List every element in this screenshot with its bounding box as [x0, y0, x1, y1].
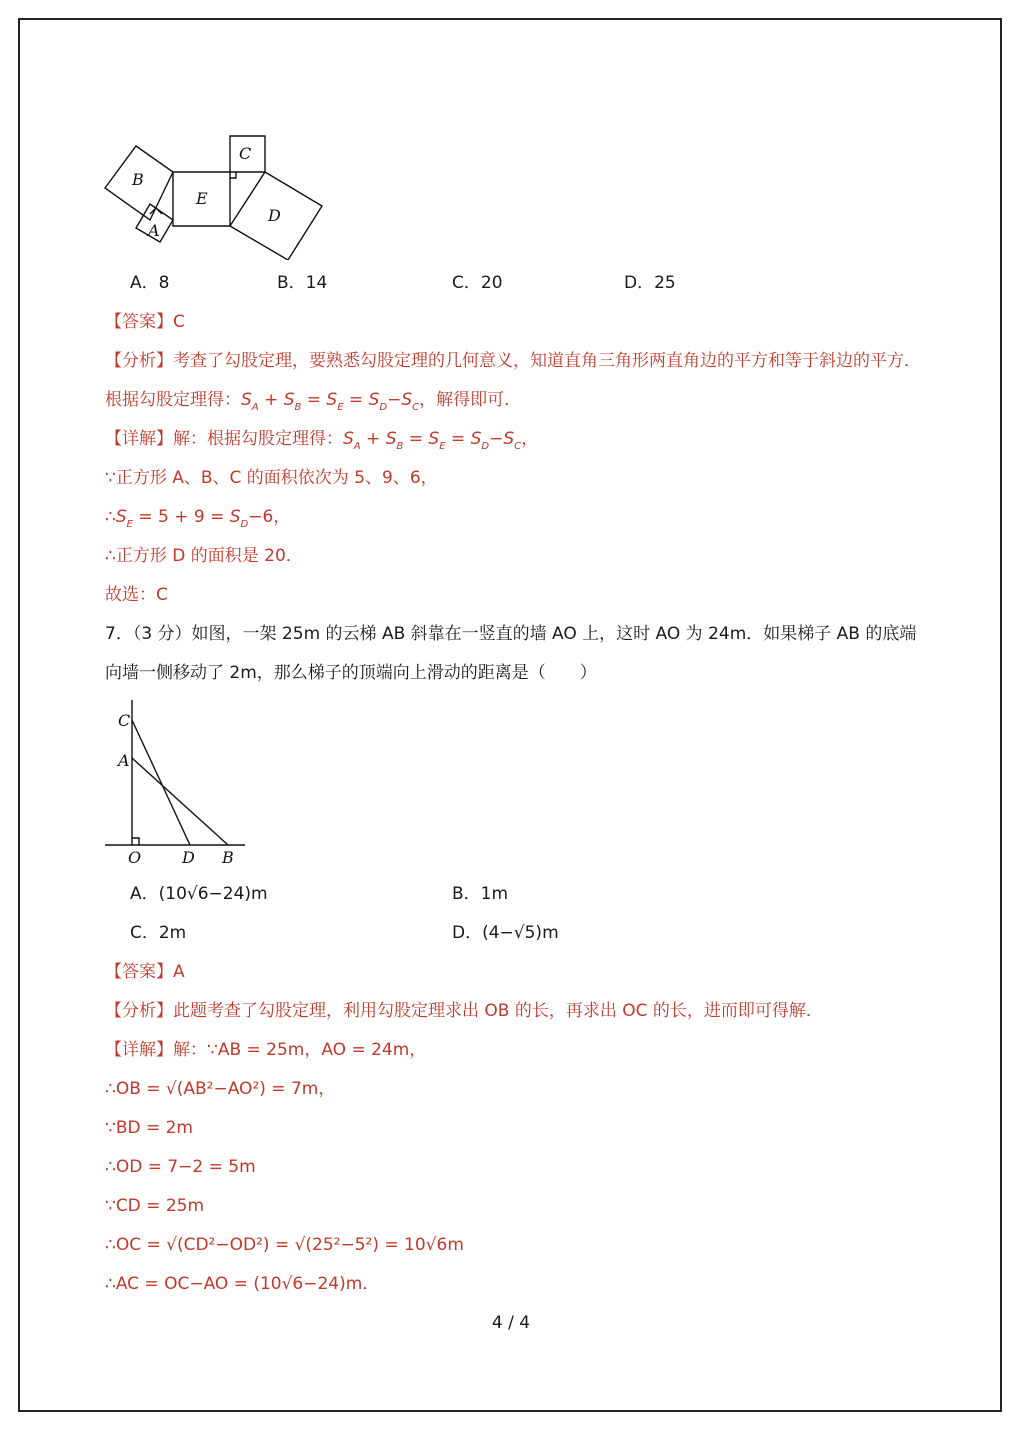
analysis-label: 【分析】 [105, 351, 173, 371]
option-letter: B． [277, 273, 306, 293]
q7-stem-line2: 向墙一侧移动了 2m，那么梯子的顶端向上滑动的距离是（ ） [105, 663, 597, 683]
option-value: 25 [654, 273, 676, 293]
q7-step1: ∴OB = √(AB²−AO²) = 7m， [105, 1079, 336, 1099]
answer-label: 【答案】 [105, 962, 173, 982]
analysis-text: 考查了勾股定理，要熟悉勾股定理的几何意义，知道直角三角形两直角边的平方和等于斜边的平方． [173, 351, 921, 371]
q7-analysis [105, 1000, 823, 1022]
q7-step3: ∴OD = 7−2 = 5m [105, 1157, 256, 1177]
formula: $S_A + S_B = S_E = S_D-S_C$ [241, 390, 420, 413]
step-text: 正方形 D 的面积是 20． [115, 546, 303, 566]
detail-label: 【详解】 [105, 1040, 173, 1060]
answer-label: 【答案】 [105, 312, 173, 332]
ladder-AB [132, 758, 228, 845]
step-text: = 5 + 9 = [132, 507, 230, 527]
q7-step2: ∵BD = 2m [105, 1118, 193, 1138]
step-text-end: −6， [248, 507, 291, 527]
option-letter: A． [130, 273, 159, 293]
q6-option-c[interactable] [452, 272, 503, 294]
step-text: 正方形 A、B、C 的面积依次为 5、9、6， [115, 468, 438, 488]
option-letter: D． [624, 273, 655, 293]
q6-choice: 故选：C [105, 585, 168, 605]
detail-label: 【详解】 [105, 429, 173, 449]
label-A: A [118, 751, 130, 770]
q7-answer [105, 961, 185, 983]
option-value: 14 [305, 273, 328, 293]
q7-option-d[interactable]: D．(4−√5)m [452, 923, 559, 943]
label-B: B [222, 848, 234, 867]
label-D: D [182, 848, 195, 867]
q7-ladder-figure [100, 695, 250, 870]
label-C: C [239, 144, 252, 163]
analysis-label: 【分析】 [105, 1001, 173, 1021]
q6-option-d[interactable] [624, 272, 676, 294]
ladder-CD [132, 720, 190, 845]
q6-analysis [105, 350, 921, 372]
q7-stem-line1: 7．（3 分）如图，一架 25m 的云梯 AB 斜靠在一竖直的墙 AO 上，这时 AO 为 24m．如果梯子 AB 的底端 [105, 624, 917, 644]
q6-step3: ∴正方形 D 的面积是 20． [105, 546, 303, 566]
q7-step4: ∵CD = 25m [105, 1196, 205, 1216]
formula: $S_A + S_B = S_E = S_D-S_C$ [343, 429, 522, 452]
q6-squares-figure [100, 130, 330, 260]
detail-prefix: 解：根据勾股定理得： [173, 429, 343, 449]
q7-option-c[interactable]: C．2m [130, 923, 187, 943]
answer-value: A [173, 962, 185, 982]
option-letter: C． [452, 273, 481, 293]
label-C: C [118, 711, 131, 730]
page-number: 4 / 4 [491, 1313, 531, 1333]
q6-option-b[interactable] [277, 272, 327, 294]
option-value: 8 [158, 273, 170, 293]
label-A: A [148, 221, 160, 240]
q7-detail [105, 1039, 426, 1061]
analysis-text: 此题考查了勾股定理，利用勾股定理求出 OB 的长，再求出 OC 的长，进而即可得解． [173, 1001, 823, 1021]
q7-step6: ∴AC = OC−AO = (10√6−24)m． [105, 1274, 380, 1294]
q6-analysis-formula [105, 389, 521, 419]
label-O: O [128, 848, 142, 867]
q6-step1: ∵正方形 A、B、C 的面积依次为 5、9、6， [105, 468, 438, 488]
option-value: 20 [480, 273, 503, 293]
q6-answer [105, 311, 185, 333]
detail-text: 解：∵AB = 25m，AO = 24m， [173, 1040, 427, 1060]
label-E: E [196, 189, 208, 208]
answer-value: C [173, 312, 185, 332]
q6-step2: $\therefore S_E = 5 + 9 = S_D-6$， [105, 507, 291, 530]
q6-option-a[interactable] [130, 272, 169, 294]
label-B: B [132, 170, 144, 189]
formula-prefix: 根据勾股定理得： [105, 390, 241, 410]
formula-suffix: ，解得即可． [419, 390, 522, 410]
q7-step5: ∴OC = √(CD²−OD²) = √(25²−5²) = 10√6m [105, 1235, 464, 1255]
q7-option-a[interactable]: A．(10√6−24)m [130, 884, 268, 904]
q6-detail: 【详解】解：根据勾股定理得：$S_A + S_B = S_E = S_D-S_C$， [105, 429, 539, 452]
q7-option-b[interactable]: B．1m [452, 884, 509, 904]
label-D: D [268, 206, 281, 225]
